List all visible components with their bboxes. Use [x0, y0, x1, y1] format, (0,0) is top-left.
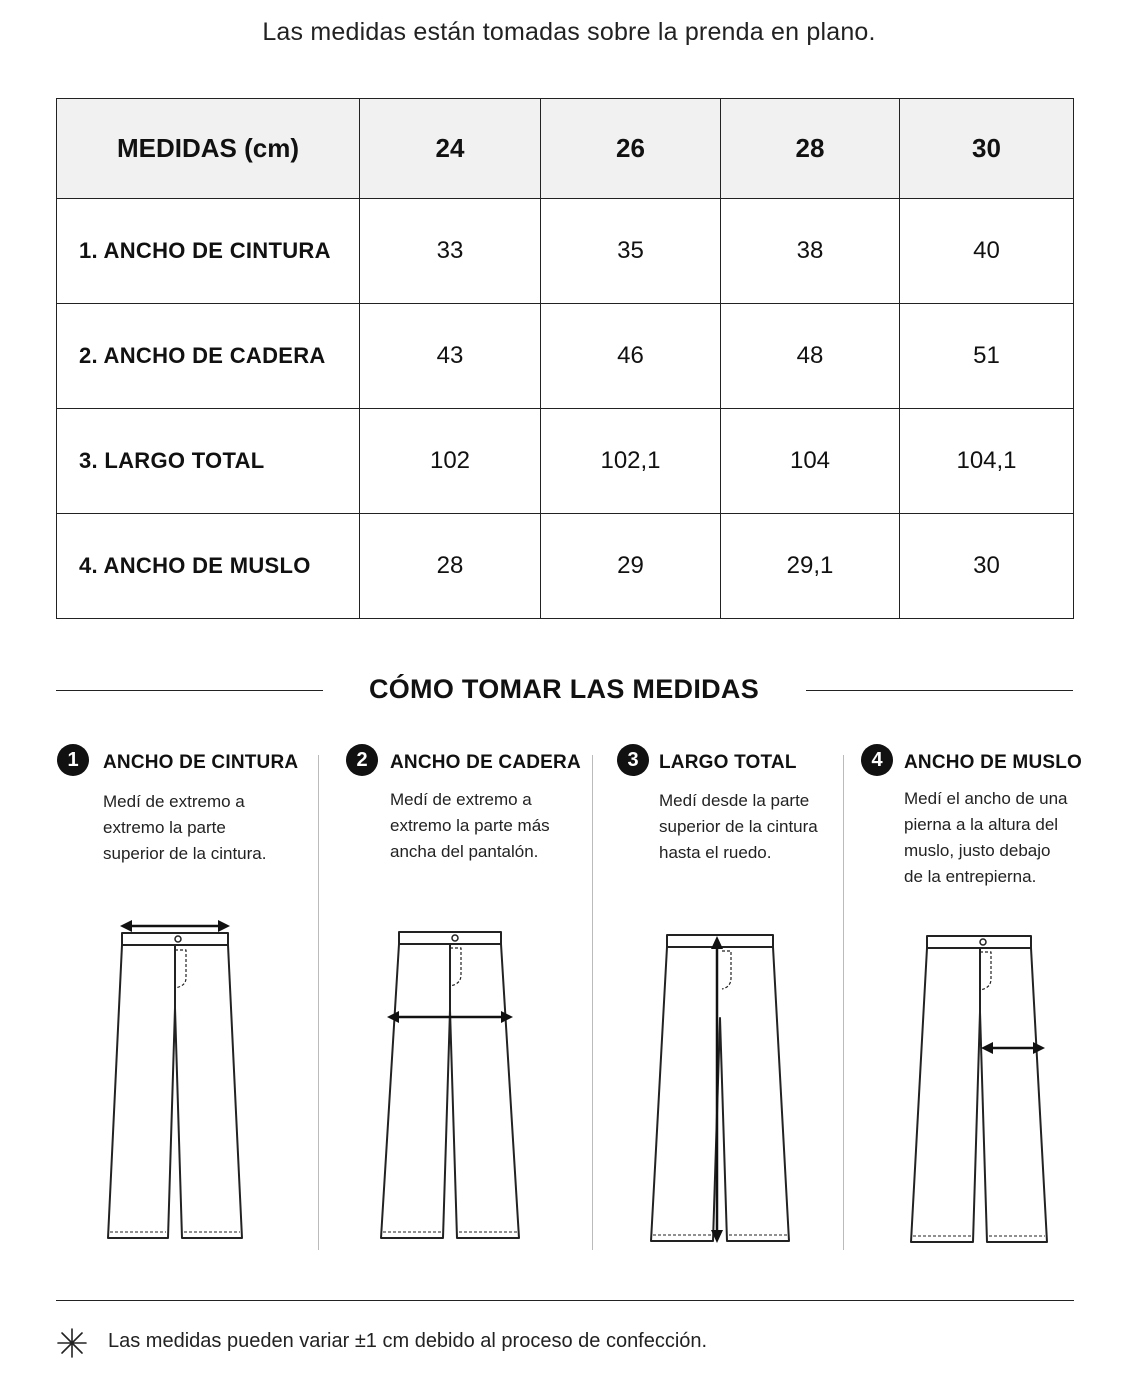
desc-line: ancha del pantalón. — [390, 842, 539, 861]
column-divider — [843, 755, 844, 1250]
intro-note: Las medidas están tomadas sobre la prenda en plano. — [262, 18, 876, 46]
table-row — [57, 514, 1074, 619]
desc-line: superior de la cintura. — [103, 844, 267, 863]
step-number-badge: 3 — [617, 744, 649, 776]
table-row — [57, 409, 1074, 514]
table-cell: 38 — [721, 199, 900, 304]
table-cell: 102 — [360, 409, 541, 514]
step-title: ANCHO DE CADERA — [390, 752, 581, 773]
table-cell: 48 — [721, 304, 900, 409]
table-cell: 46 — [541, 304, 721, 409]
column-divider — [318, 755, 319, 1250]
desc-line: de la entrepierna. — [904, 867, 1037, 886]
header-cell-size-28: 28 — [721, 99, 900, 199]
desc-line: pierna a la altura del — [904, 815, 1059, 834]
table-cell: 102,1 — [541, 409, 721, 514]
table-cell: 43 — [360, 304, 541, 409]
table-header-row — [57, 99, 1074, 199]
step-number-badge: 4 — [861, 744, 893, 776]
table-cell: 35 — [541, 199, 721, 304]
step-title: ANCHO DE MUSLO — [904, 752, 1083, 773]
desc-line: Medí de extremo a — [103, 792, 245, 811]
table-cell: 29 — [541, 514, 721, 619]
table-row — [57, 304, 1074, 409]
desc-line: extremo la parte — [103, 818, 226, 837]
step-description — [904, 786, 1068, 890]
desc-line: extremo la parte más — [390, 816, 550, 835]
header-cell-size-30: 30 — [900, 99, 1074, 199]
step-description — [390, 787, 550, 865]
step-title: LARGO TOTAL — [659, 752, 797, 773]
row-label: 1. ANCHO DE CINTURA — [57, 199, 360, 304]
row-label: 2. ANCHO DE CADERA — [57, 304, 360, 409]
step-description — [103, 789, 266, 867]
footnote-text: Las medidas pueden variar ±1 cm debido al proceso de confección. — [108, 1330, 708, 1352]
table-cell: 104 — [721, 409, 900, 514]
pants-waist-illustration — [100, 918, 250, 1248]
double-arrow-icon — [120, 920, 230, 932]
desc-line: muslo, justo debajo — [904, 841, 1051, 860]
step-description — [659, 788, 818, 866]
table-cell: 104,1 — [900, 409, 1074, 514]
step-number-badge: 2 — [346, 744, 378, 776]
section-title: CÓMO TOMAR LAS MEDIDAS — [368, 674, 760, 704]
desc-line: hasta el ruedo. — [659, 843, 772, 862]
desc-line: Medí desde la parte — [659, 791, 810, 810]
header-cell-size-26: 26 — [541, 99, 721, 199]
footnote-rule — [56, 1300, 1074, 1301]
row-label: 4. ANCHO DE MUSLO — [57, 514, 360, 619]
row-label: 3. LARGO TOTAL — [57, 409, 360, 514]
size-table — [56, 98, 1074, 619]
header-cell-measures: MEDIDAS (cm) — [57, 99, 360, 199]
pants-thigh-illustration — [905, 934, 1055, 1249]
column-divider — [592, 755, 593, 1250]
desc-line: superior de la cintura — [659, 817, 818, 836]
table-row — [57, 199, 1074, 304]
table-cell: 30 — [900, 514, 1074, 619]
table-cell: 40 — [900, 199, 1074, 304]
table-cell: 33 — [360, 199, 541, 304]
double-arrow-icon — [981, 1042, 1045, 1054]
desc-line: Medí el ancho de una — [904, 789, 1068, 808]
desc-line: Medí de extremo a — [390, 790, 532, 809]
step-number-badge: 1 — [57, 744, 89, 776]
table-cell: 51 — [900, 304, 1074, 409]
pants-length-illustration — [645, 933, 795, 1248]
step-title: ANCHO DE CINTURA — [103, 752, 299, 773]
table-cell: 28 — [360, 514, 541, 619]
title-rule-right — [806, 690, 1073, 691]
pants-hip-illustration — [375, 930, 525, 1250]
asterisk-icon — [56, 1327, 88, 1359]
table-cell: 29,1 — [721, 514, 900, 619]
header-cell-size-24: 24 — [360, 99, 541, 199]
double-arrow-icon — [711, 936, 723, 1243]
